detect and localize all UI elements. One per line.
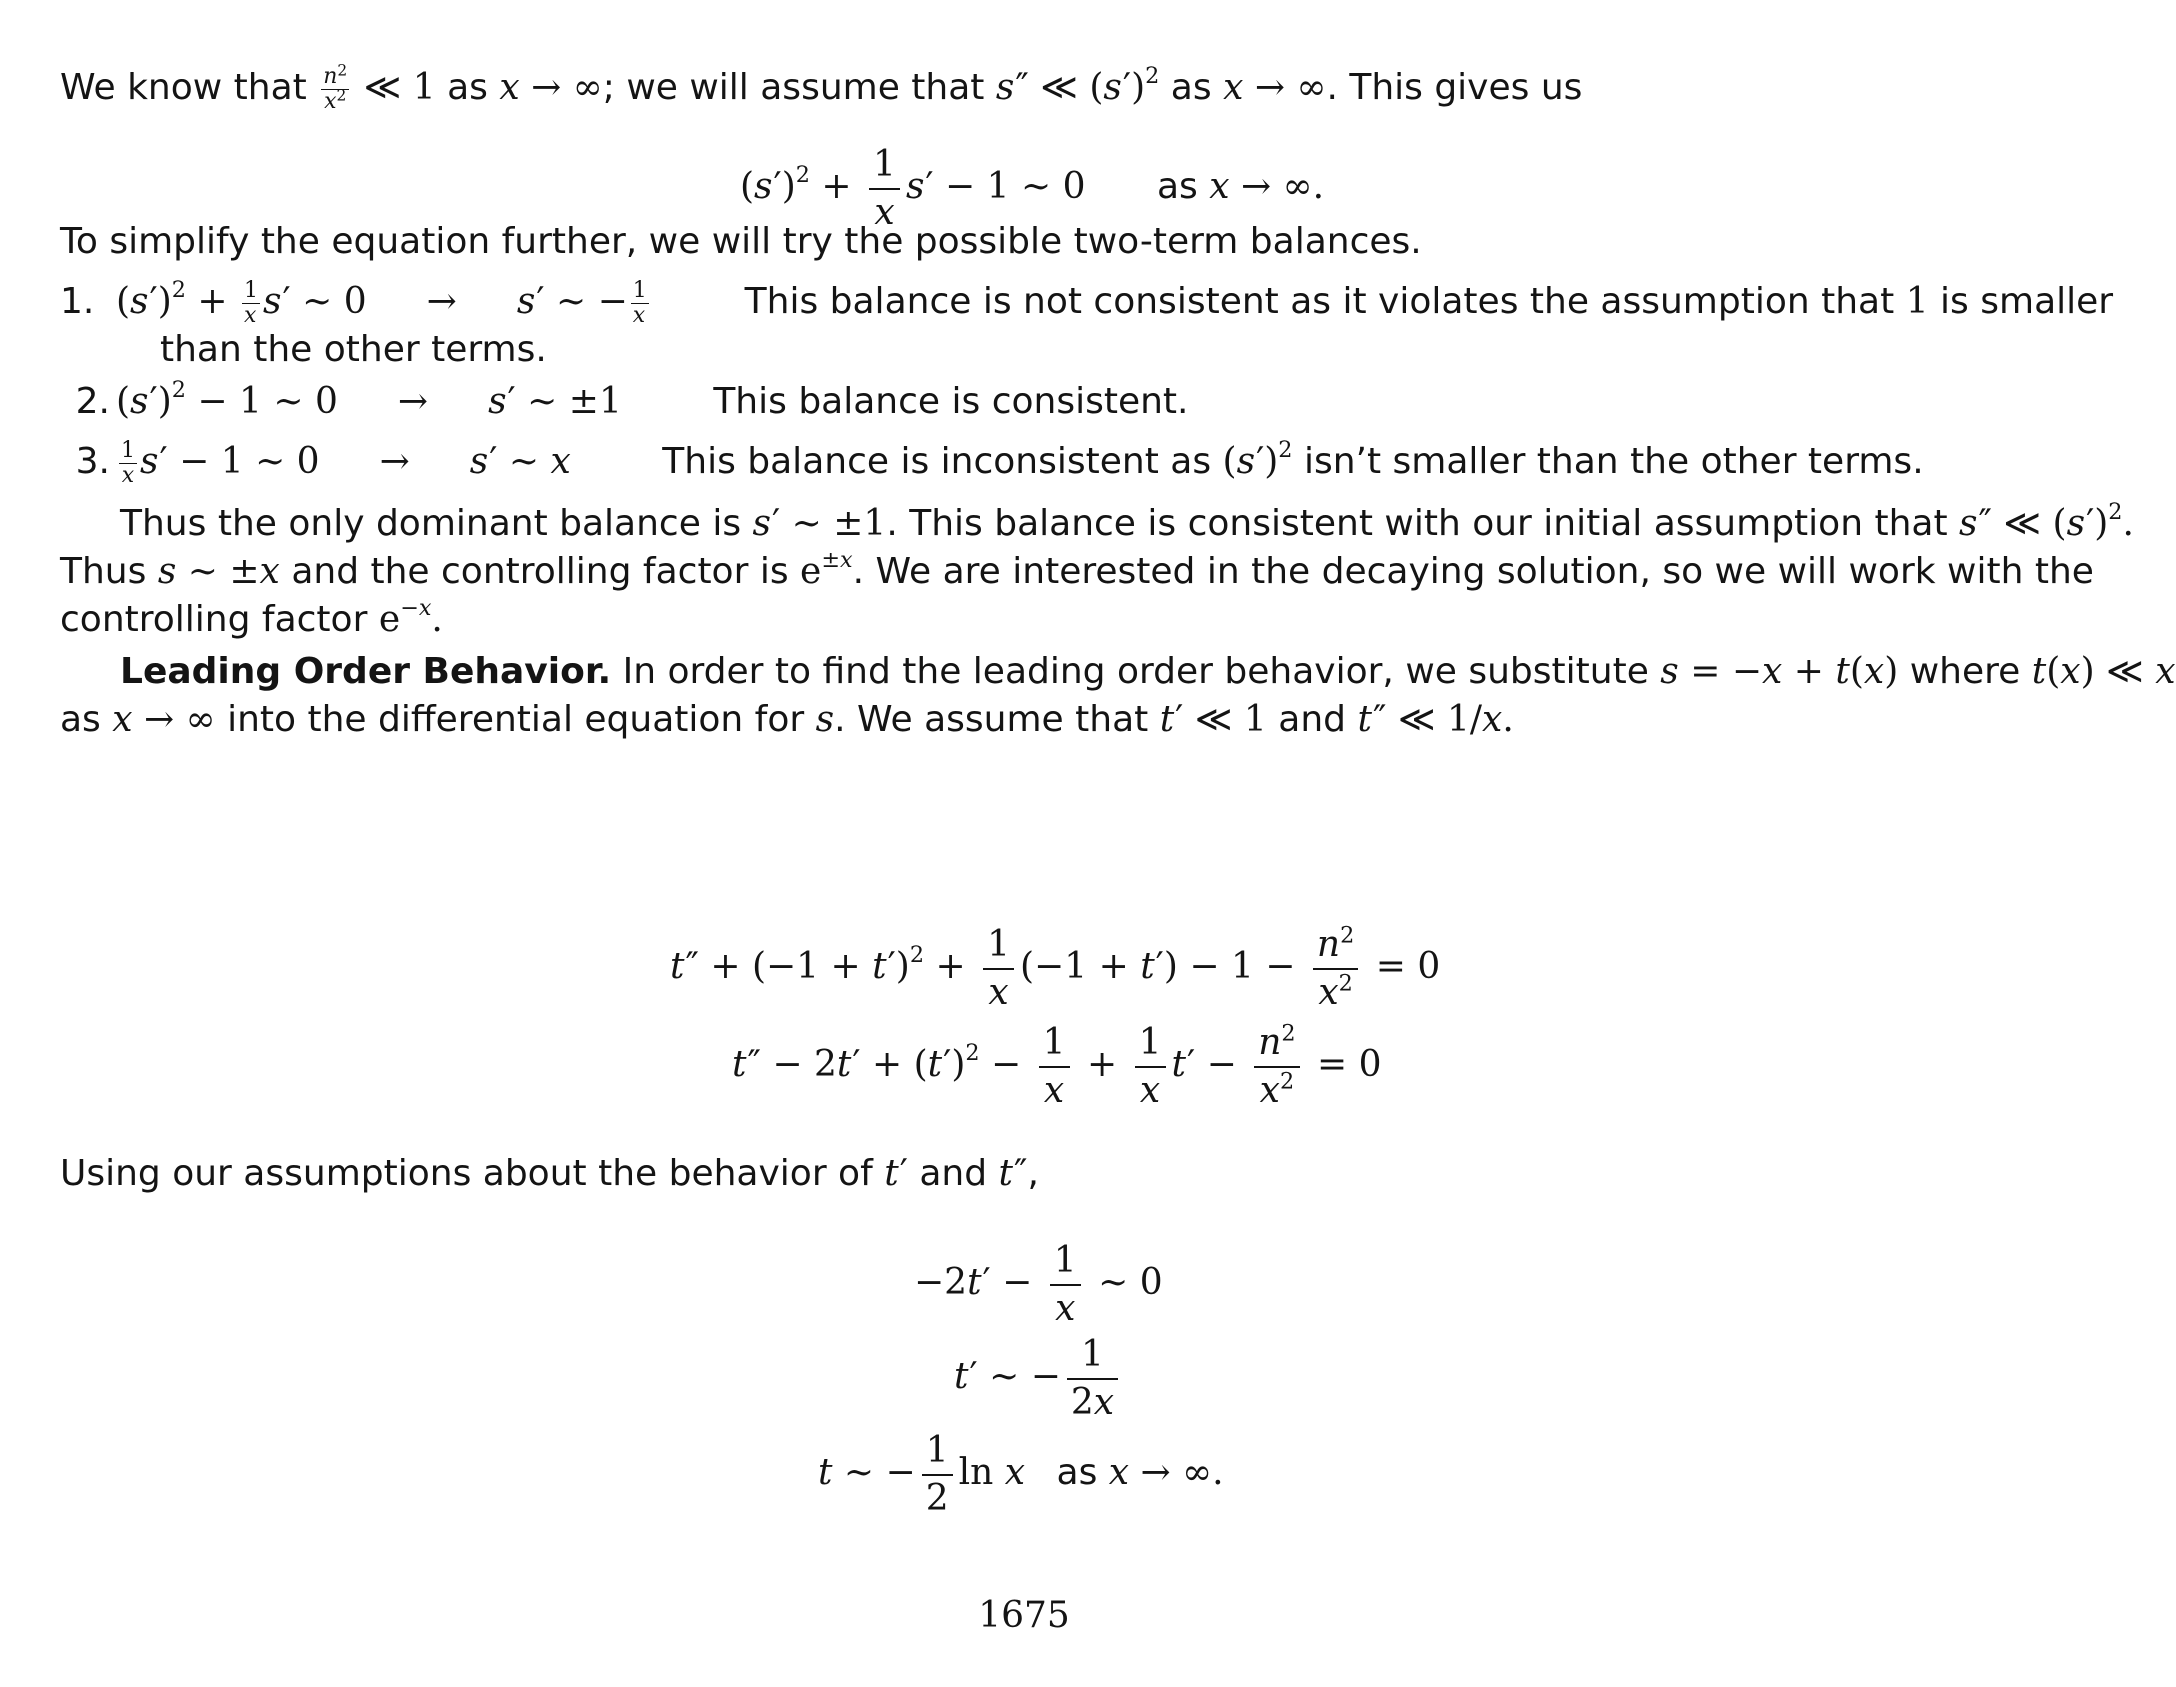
- list-item-1: 1. $(s')^2$ + $\frac{1}{x}$ s′ ∼ 0 → s′ ∼ − $\frac{1}{x}$ This balance is not consistent as it violates the assumption that 1 is smaller: [60, 276, 2114, 328]
- paragraph-dominant-balance-line-1: Thus the only dominant balance is s′ ∼ ±1. This balance is consistent with our initial assumption that s″ ≪ $(s')^2$.: [120, 498, 2134, 544]
- document-page: [60, 0, 2176, 1687]
- list-item-1-continued: than the other terms.: [160, 329, 547, 370]
- paragraph-balances-intro: To simplify the equation further, we will try the possible two-term balances.: [60, 221, 1422, 262]
- list-item-3: 3. $\frac{1}{x}$ s′ − 1 ∼ 0 → s′ ∼ x This balance is inconsistent as $(s')^2$ isn’t smaller than the other terms.: [75, 436, 1924, 488]
- paragraph-intro: We know that $\frac{n^2}{x^2}$ ≪ 1 as x → ∞; we will assume that s″ ≪ $(s')^2$ as x → ∞. This gives us: [60, 60, 1583, 114]
- equation-3: $t'' - 2t' + (t')^2$ − $\frac{1}{x}$ + $\frac{1}{x}$ t′ − $\frac{n^2}{x^2}$ = 0: [732, 1020, 1382, 1111]
- paragraph-dominant-balance-line-2: Thus s ∼ ±x and the controlling factor is $e^{\pm x}$. We are interested in the decaying solution, so we will work with the: [60, 546, 2094, 592]
- equation-4-line-3: t ∼ − $\frac{1}{2}$ ln x as x → ∞.: [818, 1430, 1224, 1519]
- page-number: 1675: [978, 1595, 1070, 1636]
- intro-text-1: We know that: [60, 67, 307, 108]
- equation-1: $(s')^2$ + $\frac{1}{x}$ s′ − 1 ∼ 0 as x → ∞.: [740, 144, 1325, 233]
- paragraph-dominant-balance-line-3: controlling factor $e^{-x}$.: [60, 594, 443, 640]
- paragraph-assumptions: Using our assumptions about the behavior of t′ and t″,: [60, 1153, 1039, 1194]
- paragraph-leading-order-line-2: as x → ∞ into the differential equation for s. We assume that t′ ≪ 1 and t″ ≪ 1/x.: [60, 699, 1514, 740]
- equation-4-line-2: t′ ∼ − $\frac{1}{2x}$: [954, 1332, 1124, 1426]
- fraction-n2-over-x2: $\frac{n^2}{x^2}$: [323, 60, 348, 114]
- paragraph-leading-order-line-1: Leading Order Behavior. In order to find the leading order behavior, we substitute s = −x + t(x) where t(x) ≪ x: [120, 651, 2176, 692]
- equation-4-line-1: −2t′ − $\frac{1}{x}$ ∼ 0: [914, 1240, 1163, 1329]
- list-item-2: 2. $(s')^2 - 1$ ∼ 0 → s′ ∼ ±1 This balance is consistent.: [75, 376, 1189, 422]
- equation-2: $t'' + (-1 + t')^2$ + $\frac{1}{x}$ (−1 + t′) − 1 − $\frac{n^2}{x^2}$ = 0: [670, 922, 1441, 1013]
- section-heading-leading-order: Leading Order Behavior.: [120, 651, 612, 692]
